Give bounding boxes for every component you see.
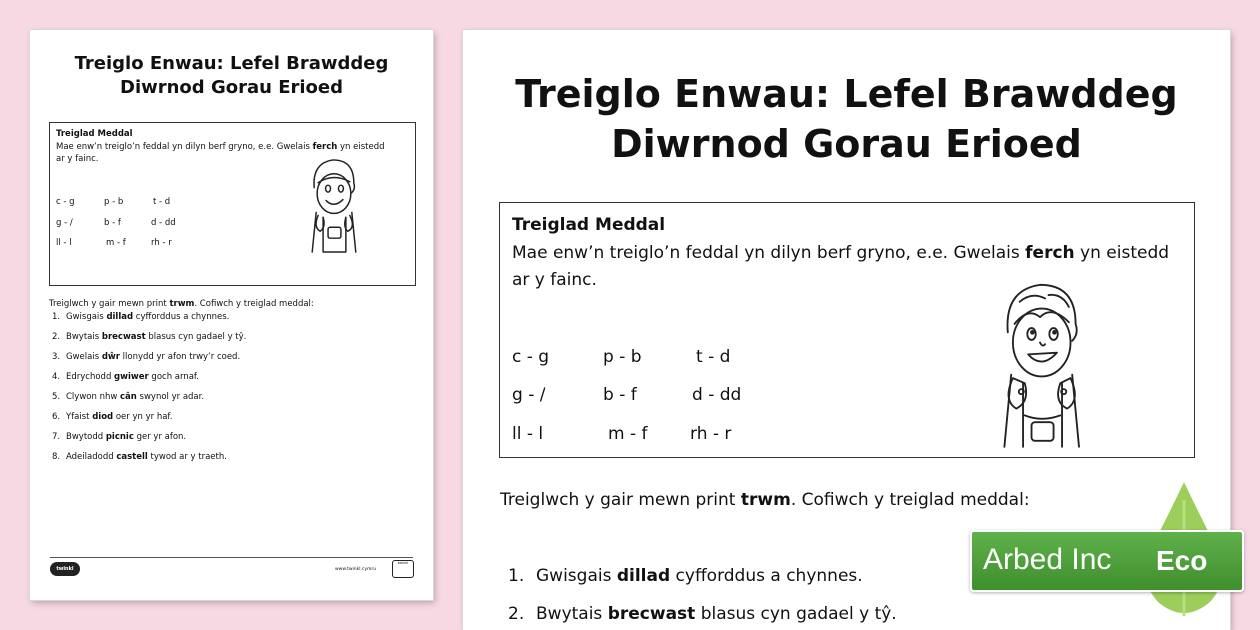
list-item: 1. Gwisgais dillad cyfforddus a chynnes. xyxy=(508,566,863,586)
footer-divider xyxy=(50,557,413,558)
mutation-cell: c - g xyxy=(512,347,550,367)
mutation-cell: b - f xyxy=(104,218,121,228)
instructions: Treiglwch y gair mewn print trwm. Cofiwch y treiglad meddal: xyxy=(500,490,1030,510)
instructions: Treiglwch y gair mewn print trwm. Cofiwch y treiglad meddal: xyxy=(49,299,314,309)
list-item: 5. Clywon nhw cân swynol yr adar. xyxy=(52,392,205,402)
worksheet-thumbnail[interactable] xyxy=(30,30,433,600)
sentence-list xyxy=(508,566,897,630)
mutation-cell: m - f xyxy=(106,238,126,248)
mutation-cell: b - f xyxy=(603,385,637,405)
page-subtitle: Diwrnod Gorau Erioed xyxy=(611,122,1082,166)
list-item: 6. Yfaist diod oer yn yr haf. xyxy=(52,412,173,422)
list-item: 4. Edrychodd gwiwer goch arnaf. xyxy=(52,372,200,382)
sentence-list xyxy=(52,312,246,472)
mutation-cell: p - b xyxy=(104,197,124,207)
box-heading: Treiglad Meddal xyxy=(512,215,666,235)
mutation-cell: d - dd xyxy=(692,385,742,405)
footer-badge: twinkl xyxy=(392,560,414,578)
rule-box xyxy=(499,202,1195,458)
rule-text-line2: ar y fainc. xyxy=(512,270,597,290)
mutation-cell: g - / xyxy=(512,385,546,405)
rule-text: Mae enw’n treiglo’n feddal yn dilyn berf gryno, e.e. Gwelais ferch yn eistedd xyxy=(56,142,385,152)
child-illustration-icon xyxy=(298,153,368,257)
mutation-cell: rh - r xyxy=(690,424,732,444)
mutation-cell: c - g xyxy=(56,197,75,207)
rule-box xyxy=(49,122,416,286)
list-item: 1. Gwisgais dillad cyfforddus a chynnes. xyxy=(52,312,230,322)
page-title: Treiglo Enwau: Lefel Brawddeg xyxy=(515,72,1178,116)
twinkl-logo: twinkl xyxy=(50,562,80,576)
child-illustration-icon xyxy=(970,273,1110,451)
page-title: Treiglo Enwau: Lefel Brawddeg xyxy=(74,53,389,74)
eco-text: Eco xyxy=(1156,545,1208,576)
mutation-cell: t - d xyxy=(153,197,171,207)
mutation-cell: d - dd xyxy=(151,218,176,228)
footer-url: www.twinkl.cymru xyxy=(335,567,377,572)
rule-text: Mae enw’n treiglo’n feddal yn dilyn berf gryno, e.e. Gwelais ferch yn eistedd xyxy=(512,243,1170,263)
mutation-cell: ll - l xyxy=(56,238,72,248)
list-item: 7. Bwytodd picnic ger yr afon. xyxy=(52,432,187,442)
list-item: 2. Bwytais brecwast blasus cyn gadael y tŷ. xyxy=(52,332,247,342)
eco-badge xyxy=(968,480,1250,620)
mutation-cell: m - f xyxy=(608,424,648,444)
box-heading: Treiglad Meddal xyxy=(56,129,133,139)
rule-text-line2: ar y fainc. xyxy=(56,154,99,164)
list-item: 3. Gwelais dŵr llonydd yr afon trwy’r coed. xyxy=(52,352,241,362)
page-subtitle: Diwrnod Gorau Erioed xyxy=(120,77,343,98)
list-item: 8. Adeiladodd castell tywod ar y traeth. xyxy=(52,452,227,462)
mutation-cell: p - b xyxy=(603,347,642,367)
mutation-cell: g - / xyxy=(56,218,73,228)
mutation-cell: rh - r xyxy=(151,238,172,248)
mutation-cell: ll - l xyxy=(512,424,544,444)
eco-label: Arbed Inc xyxy=(983,543,1112,576)
mutation-cell: t - d xyxy=(696,347,731,367)
list-item: 2. Bwytais brecwast blasus cyn gadael y tŷ. xyxy=(508,604,897,624)
